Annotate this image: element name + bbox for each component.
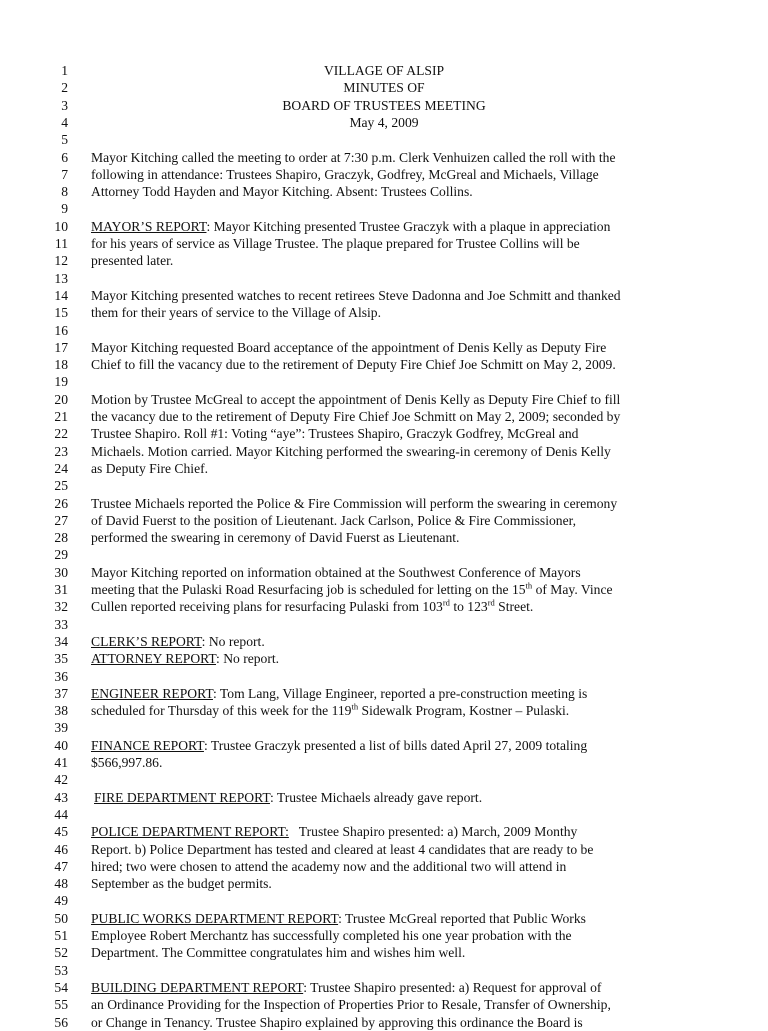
text-line-10: [91, 218, 691, 235]
minutes-title: MINUTES OF: [343, 80, 425, 96]
line-number: 22: [54, 426, 68, 442]
clerks-report-heading: CLERK’S REPORT: [91, 633, 202, 649]
text-line-11: for his years of service as Village Trustee. The plaque prepared for Trustee Collins will be: [91, 236, 580, 251]
line-number: 12: [54, 253, 68, 269]
line-number: 44: [54, 806, 68, 822]
line-number: 26: [54, 495, 68, 511]
line-number: 2: [61, 80, 68, 96]
line-number: 31: [54, 582, 68, 597]
text-line-41: $566,997.86.: [91, 755, 163, 770]
text-line-45: [91, 823, 691, 840]
line-number: 28: [54, 530, 68, 546]
line-number: 5: [61, 132, 68, 148]
line-number: 7: [61, 166, 68, 182]
building-department-report-heading: BUILDING DEPARTMENT REPORT: [91, 979, 304, 995]
text-line-27: of David Fuerst to the position of Lieutenant. Jack Carlson, Police & Fire Commissioner,: [91, 512, 576, 528]
text-line-54: [91, 979, 691, 996]
line-number: 55: [54, 997, 68, 1013]
line-number: 34: [54, 633, 68, 649]
text-line-31-b: of May. Vince: [532, 582, 613, 597]
text-line-32: [91, 598, 691, 615]
village-title: VILLAGE OF ALSIP: [323, 63, 445, 78]
line-number: 17: [54, 339, 68, 355]
line-number: 45: [54, 824, 68, 840]
meeting-date: May 4, 2009: [349, 114, 419, 130]
line-number: 51: [54, 928, 68, 943]
meeting-title: BOARD OF TRUSTEES MEETING: [282, 97, 486, 113]
line-number: 9: [61, 201, 68, 217]
text-line-26: Trustee Michaels reported the Police & Fire Commission will perform the swearing in ceremony: [91, 495, 618, 511]
line-number: 42: [54, 772, 68, 788]
text-line-38-a: scheduled for Thursday of this week for the 119: [91, 703, 352, 719]
line-number: 18: [54, 357, 68, 373]
text-line-20: Motion by Trustee McGreal to accept the appointment of Denis Kelly as Deputy Fire Chief to fill: [91, 391, 621, 407]
attorney-report-text: : No report.: [216, 651, 280, 667]
line-number: 33: [54, 616, 68, 632]
line-number: 39: [54, 720, 68, 736]
line-number: 23: [54, 443, 68, 459]
ordinal-suffix: th: [351, 701, 359, 712]
text-line-38: [91, 702, 691, 719]
line-number: 8: [61, 184, 68, 200]
line-number: 48: [54, 876, 68, 892]
finance-report-heading: FINANCE REPORT: [91, 737, 204, 753]
text-line-56: or Change in Tenancy. Trustee Shapiro explained by approving this ordinance the Board is: [91, 1014, 583, 1030]
line-number: 50: [54, 910, 68, 926]
line-number: 35: [54, 651, 68, 667]
text-line-28: performed the swearing in ceremony of David Fuerst as Lieutenant.: [91, 530, 460, 546]
text-line-52: Department. The Committee congratulates him and wishes him well.: [91, 945, 466, 961]
text-line-30: Mayor Kitching reported on information obtained at the Southwest Conference of Mayors: [91, 564, 581, 580]
line-number: 1: [61, 63, 68, 78]
line-number: 3: [61, 97, 68, 113]
engineer-report-text: : Tom Lang, Village Engineer, reported a pre-construction meeting is: [212, 685, 588, 701]
text-line-18: Chief to fill the vacancy due to the retirement of Deputy Fire Chief Joe Schmitt on May 2, 2009.: [91, 357, 616, 373]
text-line-7: following in attendance: Trustees Shapiro, Graczyk, Godfrey, McGreal and Michaels, Village: [91, 166, 599, 182]
text-line-23: Michaels. Motion carried. Mayor Kitching performed the swearing-in ceremony of Denis Kelly: [91, 443, 611, 459]
line-number: 6: [61, 149, 68, 165]
line-number: 38: [54, 703, 68, 719]
line-number: 49: [54, 893, 68, 909]
line-number: 53: [54, 962, 68, 978]
line-number: 43: [54, 789, 68, 805]
police-department-report-heading: POLICE DEPARTMENT REPORT:: [91, 824, 289, 840]
line-number: 46: [54, 841, 68, 857]
line-number: 56: [54, 1014, 68, 1030]
line-number: 20: [54, 391, 68, 407]
text-line-47: hired; two were chosen to attend the academy now and the additional two will attend in: [91, 858, 567, 874]
public-works-report-heading: PUBLIC WORKS DEPARTMENT REPORT: [91, 910, 339, 926]
text-line-46: Report. b) Police Department has tested and cleared at least 4 candidates that are ready to be: [91, 841, 594, 857]
mayors-report-heading: MAYOR’S REPORT: [91, 218, 207, 234]
text-line-32-a: Cullen reported receiving plans for resurfacing Pulaski from 103: [91, 599, 443, 615]
line-number: 10: [54, 218, 68, 234]
line-number: 15: [54, 305, 68, 321]
line-number: 21: [54, 409, 68, 424]
police-department-report-text: Trustee Shapiro presented: a) March, 2009 Monthy: [288, 824, 578, 840]
text-line-37: [91, 685, 691, 702]
line-number: 11: [54, 236, 68, 251]
line-number: 24: [54, 460, 68, 476]
text-line-24: as Deputy Fire Chief.: [91, 460, 209, 476]
finance-report-text: : Trustee Graczyk presented a list of bills dated April 27, 2009 totaling: [203, 737, 588, 753]
text-line-32-c: Street.: [494, 599, 534, 615]
text-line-31-a: meeting that the Pulaski Road Resurfacing job is scheduled for letting on the 15: [91, 582, 526, 597]
line-number: 16: [54, 322, 68, 338]
line-number: 41: [54, 755, 68, 770]
text-line-34: [91, 633, 691, 650]
line-number: 13: [54, 270, 68, 286]
engineer-report-heading: ENGINEER REPORT: [91, 685, 213, 701]
text-line-43: [94, 789, 694, 806]
line-number: 36: [54, 668, 68, 684]
fire-department-report-text: : Trustee Michaels already gave report.: [269, 789, 483, 805]
text-line-22: Trustee Shapiro. Roll #1: Voting “aye”: Trustees Shapiro, Graczyk Godfrey, McGreal and: [91, 426, 579, 442]
public-works-report-text: : Trustee McGreal reported that Public Works: [338, 910, 586, 926]
text-line-51: Employee Robert Merchantz has successfully completed his one year probation with the: [91, 928, 572, 943]
text-line-17: Mayor Kitching requested Board acceptance of the appointment of Denis Kelly as Deputy Fire: [91, 339, 607, 355]
line-number: 29: [54, 547, 68, 563]
line-number: 14: [54, 287, 68, 303]
text-line-40: [91, 737, 691, 754]
ordinal-suffix: rd: [442, 597, 450, 608]
line-number: 47: [54, 858, 68, 874]
text-line-15: them for their years of service to the Village of Alsip.: [91, 305, 381, 321]
line-number: 32: [54, 599, 68, 615]
text-line-48: September as the budget permits.: [91, 876, 272, 892]
line-number: 54: [54, 979, 68, 995]
text-line-14: Mayor Kitching presented watches to recent retirees Steve Dadonna and Joe Schmitt and thanked: [91, 287, 621, 303]
text-line-32-b: to 123: [449, 599, 488, 615]
attorney-report-heading: ATTORNEY REPORT: [91, 651, 217, 667]
ordinal-suffix: rd: [487, 597, 495, 608]
building-department-report-text: : Trustee Shapiro presented: a) Request for approval of: [303, 979, 602, 995]
text-line-8: Attorney Todd Hayden and Mayor Kitching. Absent: Trustees Collins.: [91, 184, 473, 200]
text-line-12: presented later.: [91, 253, 174, 269]
text-line-6: Mayor Kitching called the meeting to order at 7:30 p.m. Clerk Venhuizen called the roll with the: [91, 149, 616, 165]
text-line-31: [91, 581, 691, 598]
ordinal-suffix: th: [525, 580, 533, 591]
fire-department-report-heading: FIRE DEPARTMENT REPORT: [94, 789, 270, 805]
text-line-38-b: Sidewalk Program, Kostner – Pulaski.: [358, 703, 570, 719]
text-line-50: [91, 910, 691, 927]
text-line-21: the vacancy due to the retirement of Deputy Fire Chief Joe Schmitt on May 2, 2009; seconded by: [91, 409, 621, 424]
line-number: 30: [54, 564, 68, 580]
text-line-55: an Ordinance Providing for the Inspection of Properties Prior to Resale, Transfer of Ownership,: [91, 997, 611, 1013]
clerks-report-text: : No report.: [201, 633, 265, 649]
text-line-35: [91, 650, 691, 667]
line-number: 25: [54, 478, 68, 494]
line-number: 52: [54, 945, 68, 961]
line-number: 27: [54, 512, 68, 528]
mayors-report-text: : Mayor Kitching presented Trustee Graczyk with a plaque in appreciation: [206, 218, 611, 234]
line-number: 37: [54, 685, 68, 701]
line-number: 4: [61, 114, 68, 130]
line-number: 40: [54, 737, 68, 753]
line-number: 19: [54, 374, 68, 390]
